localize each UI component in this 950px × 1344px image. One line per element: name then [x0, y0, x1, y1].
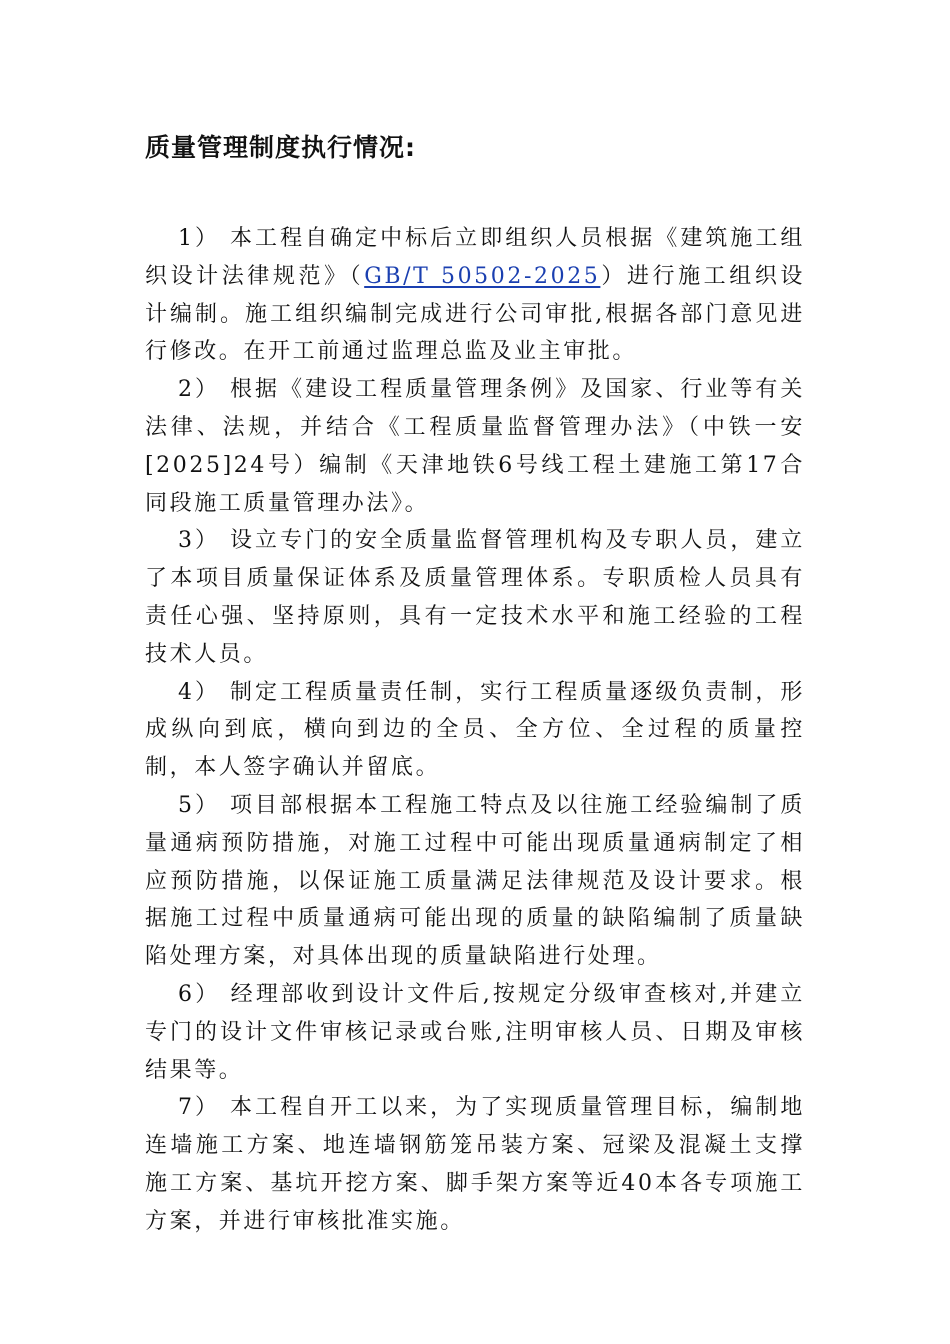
paragraph-6: 6） 经理部收到设计文件后,按规定分级审查核对,并建立专门的设计文件审核记录或台账,注明审核人员、日期及审核结果等。: [145, 981, 805, 1083]
paragraph-4: 4） 制定工程质量责任制，实行工程质量逐级负责制，形成纵向到底，横向到边的全员、全方位、全过程的质量控制，本人签字确认并留底。: [145, 679, 805, 781]
paragraph-1-text-after: ）进行施工组织设计编制。施工组织编制完成进行公司审批,根据各部门意见进行修改。在开工前通过监理总监及业主审批。: [145, 263, 805, 365]
paragraph-2: 2） 根据《建设工程质量管理条例》及国家、行业等有关法律、法规，并结合《工程质量监督管理办法》（中铁一安[2025]24号）编制《天津地铁6号线工程土建施工第17合同段施工质量管理办法》。: [145, 377, 805, 516]
paragraph-5: 5） 项目部根据本工程施工特点及以往施工经验编制了质量通病预防措施，对施工过程中可能出现质量通病制定了相应预防措施，以保证施工质量满足法律规范及设计要求。根据施工过程中质量通病可能出现的质量的缺陷编制了质量缺陷处理方案，对具体出现的质量缺陷进行处理。: [145, 792, 805, 970]
section-title: 质量管理制度执行情况:: [145, 133, 416, 162]
standard-link[interactable]: GB/T 50502-2025: [364, 263, 601, 289]
paragraph-7: 7） 本工程自开工以来，为了实现质量管理目标，编制地连墙施工方案、地连墙钢筋笼吊装方案、冠梁及混凝土支撑施工方案、基坑开挖方案、脚手架方案等近40本各专项施工方案，并进行审核批准实施。: [145, 1095, 805, 1234]
paragraph-1: [145, 220, 805, 371]
paragraph-1-text-before: 1） 本工程自确定中标后立即组织人员根据《建筑施工组织设计法律规范》（: [145, 226, 805, 289]
section-body: [145, 220, 805, 1241]
paragraph-3: 3） 设立专门的安全质量监督管理机构及专职人员，建立了本项目质量保证体系及质量管理体系。专职质检人员具有责任心强、坚持原则，具有一定技术水平和施工经验的工程技术人员。: [145, 528, 805, 667]
